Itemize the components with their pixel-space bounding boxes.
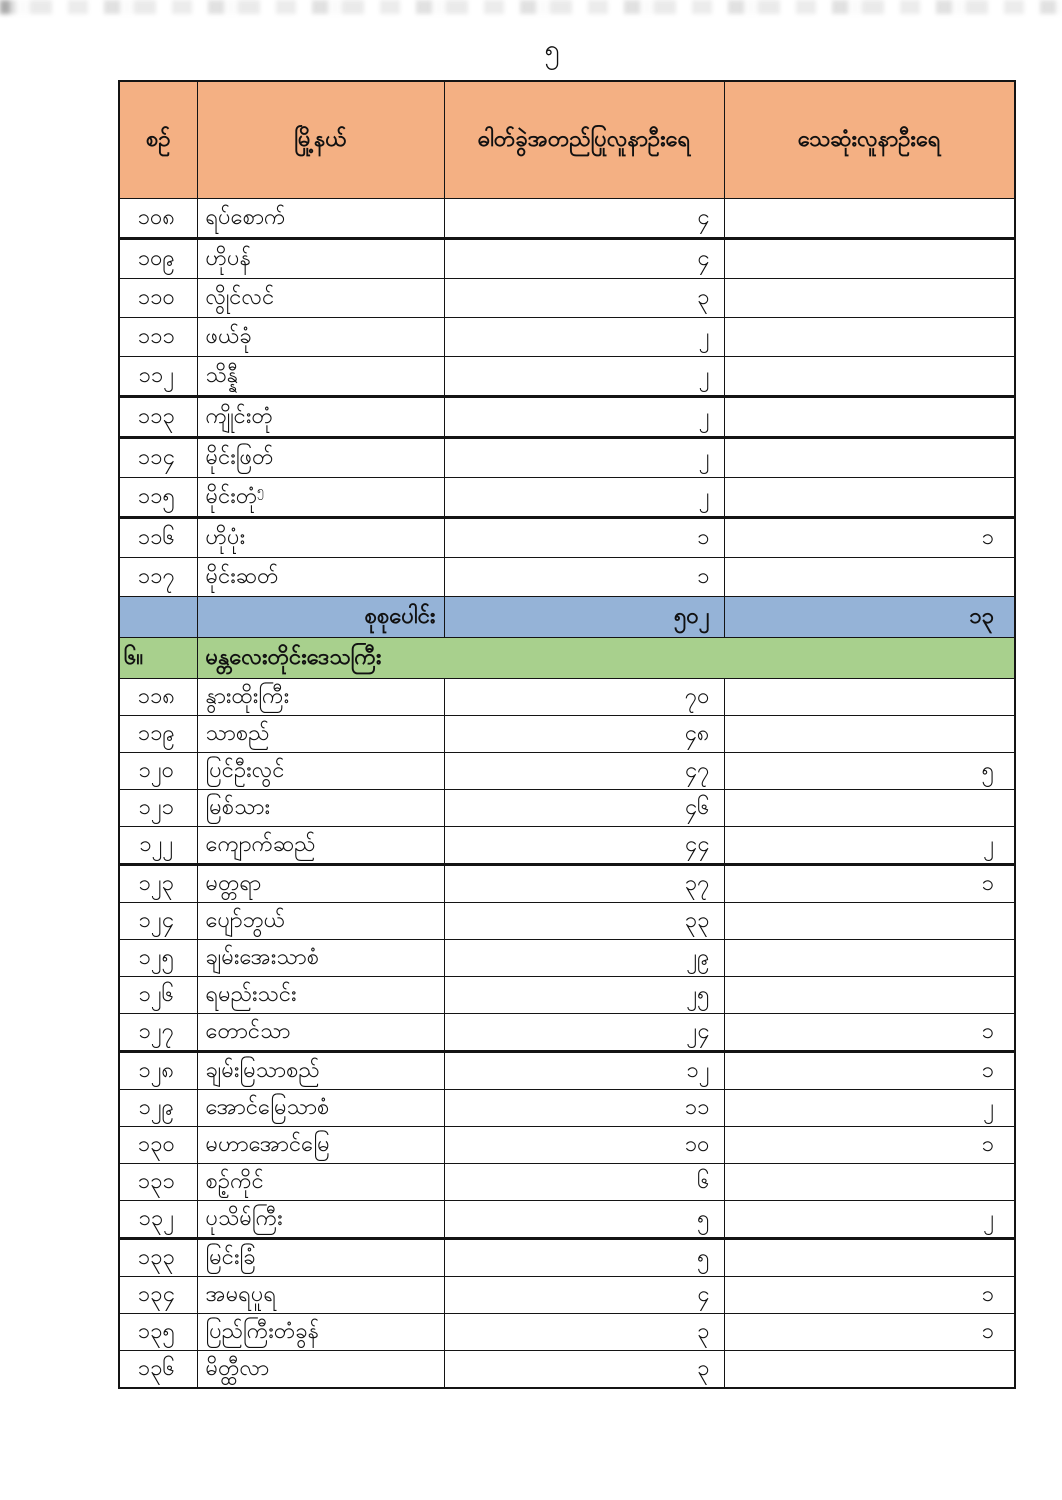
township-name-cell: ကျောက်ဆည် bbox=[197, 827, 444, 865]
confirmed-count-cell: ၂ bbox=[444, 478, 724, 518]
total-deaths-cell: ၁၃ bbox=[724, 597, 1015, 638]
row-serial-cell: ၁၃၄ bbox=[119, 1277, 197, 1314]
township-name-cell: ဟိုပုံး bbox=[197, 518, 444, 558]
confirmed-count-cell: ၁၂ bbox=[444, 1052, 724, 1090]
row-serial-cell: ၁၁၆ bbox=[119, 518, 197, 558]
table-row bbox=[119, 940, 1015, 977]
deaths-count-cell: ၂ bbox=[724, 827, 1015, 865]
row-serial-cell: ၁၀၉ bbox=[119, 239, 197, 279]
township-name-cell: ဟိုပန် bbox=[197, 239, 444, 279]
deaths-count-cell: ၁ bbox=[724, 1314, 1015, 1351]
township-name-cell: လွိုင်လင် bbox=[197, 279, 444, 318]
confirmed-count-cell: ၃ bbox=[444, 1351, 724, 1389]
row-serial-cell: ၁၁၉ bbox=[119, 716, 197, 753]
confirmed-count-cell: ၂ bbox=[444, 438, 724, 478]
township-name-cell: တောင်သာ bbox=[197, 1014, 444, 1052]
table-row bbox=[119, 1314, 1015, 1351]
deaths-count-cell bbox=[724, 977, 1015, 1014]
deaths-count-cell bbox=[724, 397, 1015, 438]
row-serial-cell: ၁၁၃ bbox=[119, 397, 197, 438]
row-serial-cell: ၁၂၅ bbox=[119, 940, 197, 977]
deaths-count-cell: ၁ bbox=[724, 1014, 1015, 1052]
row-serial-cell: ၁၂၃ bbox=[119, 865, 197, 903]
deaths-count-cell bbox=[724, 318, 1015, 357]
row-serial-cell: ၁၁၅ bbox=[119, 478, 197, 518]
row-serial-cell: ၁၁၇ bbox=[119, 558, 197, 597]
deaths-count-cell bbox=[724, 790, 1015, 827]
deaths-count-cell bbox=[724, 199, 1015, 239]
deaths-count-cell bbox=[724, 1351, 1015, 1389]
row-serial-cell: ၁၂၇ bbox=[119, 1014, 197, 1052]
page-number: ၅ bbox=[544, 34, 560, 65]
deaths-count-cell bbox=[724, 903, 1015, 940]
header-serial: စဉ် bbox=[119, 81, 197, 199]
confirmed-count-cell: ၄၇ bbox=[444, 753, 724, 790]
confirmed-count-cell: ၄ bbox=[444, 199, 724, 239]
row-serial-cell: ၁၃၁ bbox=[119, 1164, 197, 1201]
row-serial-cell: ၁၃၅ bbox=[119, 1314, 197, 1351]
table-row bbox=[119, 753, 1015, 790]
row-serial-cell: ၁၃၃ bbox=[119, 1239, 197, 1277]
township-name-cell: အောင်မြေသာစံ bbox=[197, 1090, 444, 1127]
township-name-cell: မတ္တရာ bbox=[197, 865, 444, 903]
table-row bbox=[119, 1014, 1015, 1052]
deaths-count-cell: ၁ bbox=[724, 1052, 1015, 1090]
deaths-count-cell: ၂ bbox=[724, 1090, 1015, 1127]
row-serial-cell: ၁၀၈ bbox=[119, 199, 197, 239]
row-serial-cell: ၁၂၄ bbox=[119, 903, 197, 940]
township-name-cell: ချမ်းအေးသာစံ bbox=[197, 940, 444, 977]
row-serial-cell: ၁၁၈ bbox=[119, 679, 197, 716]
table-row bbox=[119, 397, 1015, 438]
table-row bbox=[119, 239, 1015, 279]
township-name-cell: ပုသိမ်ကြီး bbox=[197, 1201, 444, 1239]
total-row bbox=[119, 597, 1015, 638]
row-serial-cell: ၁၃၀ bbox=[119, 1127, 197, 1164]
township-name-cell: မဟာအောင်မြေ bbox=[197, 1127, 444, 1164]
table-row bbox=[119, 318, 1015, 357]
confirmed-count-cell: ၁၀ bbox=[444, 1127, 724, 1164]
confirmed-count-cell: ၆ bbox=[444, 1164, 724, 1201]
township-name-cell: မြစ်သား bbox=[197, 790, 444, 827]
table-row bbox=[119, 790, 1015, 827]
confirmed-count-cell: ၄၆ bbox=[444, 790, 724, 827]
township-name-cell: ပြည်ကြီးတံခွန် bbox=[197, 1314, 444, 1351]
table-row bbox=[119, 1127, 1015, 1164]
township-name-cell: မိုင်းဆတ် bbox=[197, 558, 444, 597]
covid-township-table bbox=[118, 80, 1016, 1389]
table-row bbox=[119, 827, 1015, 865]
row-serial-cell: ၁၃၆ bbox=[119, 1351, 197, 1389]
table-row bbox=[119, 865, 1015, 903]
table-row bbox=[119, 1277, 1015, 1314]
table-row bbox=[119, 478, 1015, 518]
table-row bbox=[119, 357, 1015, 397]
table-row bbox=[119, 716, 1015, 753]
township-name-cell: ရပ်စောက် bbox=[197, 199, 444, 239]
township-name-cell: မိတ္ထီလာ bbox=[197, 1351, 444, 1389]
confirmed-count-cell: ၁ bbox=[444, 558, 724, 597]
confirmed-count-cell: ၁၁ bbox=[444, 1090, 724, 1127]
total-confirmed-cell: ၅၀၂ bbox=[444, 597, 724, 638]
deaths-count-cell: ၁ bbox=[724, 865, 1015, 903]
confirmed-count-cell: ၃ bbox=[444, 1314, 724, 1351]
deaths-count-cell: ၁ bbox=[724, 518, 1015, 558]
table-row bbox=[119, 679, 1015, 716]
table-row bbox=[119, 903, 1015, 940]
township-name-cell: မိုင်းတုံ$^၅$ bbox=[197, 478, 444, 518]
confirmed-count-cell: ၄၈ bbox=[444, 716, 724, 753]
deaths-count-cell bbox=[724, 239, 1015, 279]
confirmed-count-cell: ၂ bbox=[444, 318, 724, 357]
row-serial-cell: ၁၃၂ bbox=[119, 1201, 197, 1239]
confirmed-count-cell: ၄ bbox=[444, 1277, 724, 1314]
confirmed-count-cell: ၃၃ bbox=[444, 903, 724, 940]
deaths-count-cell bbox=[724, 940, 1015, 977]
township-name-cell: စဉ့်ကိုင် bbox=[197, 1164, 444, 1201]
confirmed-count-cell: ၄၄ bbox=[444, 827, 724, 865]
deaths-count-cell bbox=[724, 1164, 1015, 1201]
township-name-cell: ပြင်ဦးလွင် bbox=[197, 753, 444, 790]
deaths-count-cell bbox=[724, 438, 1015, 478]
table-row bbox=[119, 1164, 1015, 1201]
section-title-cell: မန္တလေးတိုင်းဒေသကြီး bbox=[197, 638, 1015, 679]
township-name-cell: ပျော်ဘွယ် bbox=[197, 903, 444, 940]
deaths-count-cell bbox=[724, 679, 1015, 716]
confirmed-count-cell: ၅ bbox=[444, 1239, 724, 1277]
deaths-count-cell bbox=[724, 357, 1015, 397]
deaths-count-cell bbox=[724, 716, 1015, 753]
deaths-count-cell bbox=[724, 1239, 1015, 1277]
deaths-count-cell bbox=[724, 279, 1015, 318]
township-name-cell: သိန္နီ bbox=[197, 357, 444, 397]
township-name-cell: အမရပူရ bbox=[197, 1277, 444, 1314]
table-row bbox=[119, 1052, 1015, 1090]
township-name-cell: နွားထိုးကြီး bbox=[197, 679, 444, 716]
confirmed-count-cell: ၃၇ bbox=[444, 865, 724, 903]
deaths-count-cell: ၅ bbox=[724, 753, 1015, 790]
table-header-row bbox=[119, 81, 1015, 199]
row-serial-cell: ၁၁၂ bbox=[119, 357, 197, 397]
confirmed-count-cell: ၂ bbox=[444, 357, 724, 397]
header-confirmed-patients: ဓါတ်ခွဲအတည်ပြုလူနာဦးရေ bbox=[444, 81, 724, 199]
table-row bbox=[119, 1239, 1015, 1277]
table-row bbox=[119, 438, 1015, 478]
section-number-cell: ၆။ bbox=[119, 638, 197, 679]
township-name-cell: မိုင်းဖြတ် bbox=[197, 438, 444, 478]
table-row bbox=[119, 1201, 1015, 1239]
township-name-cell: ချမ်းမြသာစည် bbox=[197, 1052, 444, 1090]
header-deaths: သေဆုံးလူနာဦးရေ bbox=[724, 81, 1015, 199]
deaths-count-cell: ၁ bbox=[724, 1127, 1015, 1164]
confirmed-count-cell: ၄ bbox=[444, 239, 724, 279]
row-serial-cell: ၁၂၁ bbox=[119, 790, 197, 827]
section-header-row bbox=[119, 638, 1015, 679]
township-name-cell: ကျိုင်းတုံ bbox=[197, 397, 444, 438]
deaths-count-cell bbox=[724, 558, 1015, 597]
township-name-cell: ရမည်းသင်း bbox=[197, 977, 444, 1014]
row-serial-cell: ၁၂၉ bbox=[119, 1090, 197, 1127]
total-empty-cell bbox=[119, 597, 197, 638]
confirmed-count-cell: ၁ bbox=[444, 518, 724, 558]
row-serial-cell: ၁၁၄ bbox=[119, 438, 197, 478]
header-township: မြို့နယ် bbox=[197, 81, 444, 199]
row-serial-cell: ၁၁၀ bbox=[119, 279, 197, 318]
confirmed-count-cell: ၂၄ bbox=[444, 1014, 724, 1052]
footnote-marker: ၅ bbox=[257, 483, 265, 498]
table-row bbox=[119, 199, 1015, 239]
table-row bbox=[119, 1351, 1015, 1389]
confirmed-count-cell: ၇၀ bbox=[444, 679, 724, 716]
confirmed-count-cell: ၅ bbox=[444, 1201, 724, 1239]
table-row bbox=[119, 558, 1015, 597]
row-serial-cell: ၁၁၁ bbox=[119, 318, 197, 357]
table-row bbox=[119, 1090, 1015, 1127]
scan-artifact-top bbox=[0, 0, 1062, 14]
table-row bbox=[119, 518, 1015, 558]
deaths-count-cell: ၂ bbox=[724, 1201, 1015, 1239]
table-row bbox=[119, 977, 1015, 1014]
total-label-cell: စုစုပေါင်း bbox=[197, 597, 444, 638]
row-serial-cell: ၁၂၀ bbox=[119, 753, 197, 790]
confirmed-count-cell: ၂၉ bbox=[444, 940, 724, 977]
row-serial-cell: ၁၂၂ bbox=[119, 827, 197, 865]
confirmed-count-cell: ၃ bbox=[444, 279, 724, 318]
row-serial-cell: ၁၂၆ bbox=[119, 977, 197, 1014]
row-serial-cell: ၁၂၈ bbox=[119, 1052, 197, 1090]
township-name-cell: မြင်းခြံ bbox=[197, 1239, 444, 1277]
confirmed-count-cell: ၂၅ bbox=[444, 977, 724, 1014]
township-name-cell: သာစည် bbox=[197, 716, 444, 753]
table-row bbox=[119, 279, 1015, 318]
deaths-count-cell: ၁ bbox=[724, 1277, 1015, 1314]
township-name-cell: ဖယ်ခုံ bbox=[197, 318, 444, 357]
confirmed-count-cell: ၂ bbox=[444, 397, 724, 438]
deaths-count-cell bbox=[724, 478, 1015, 518]
